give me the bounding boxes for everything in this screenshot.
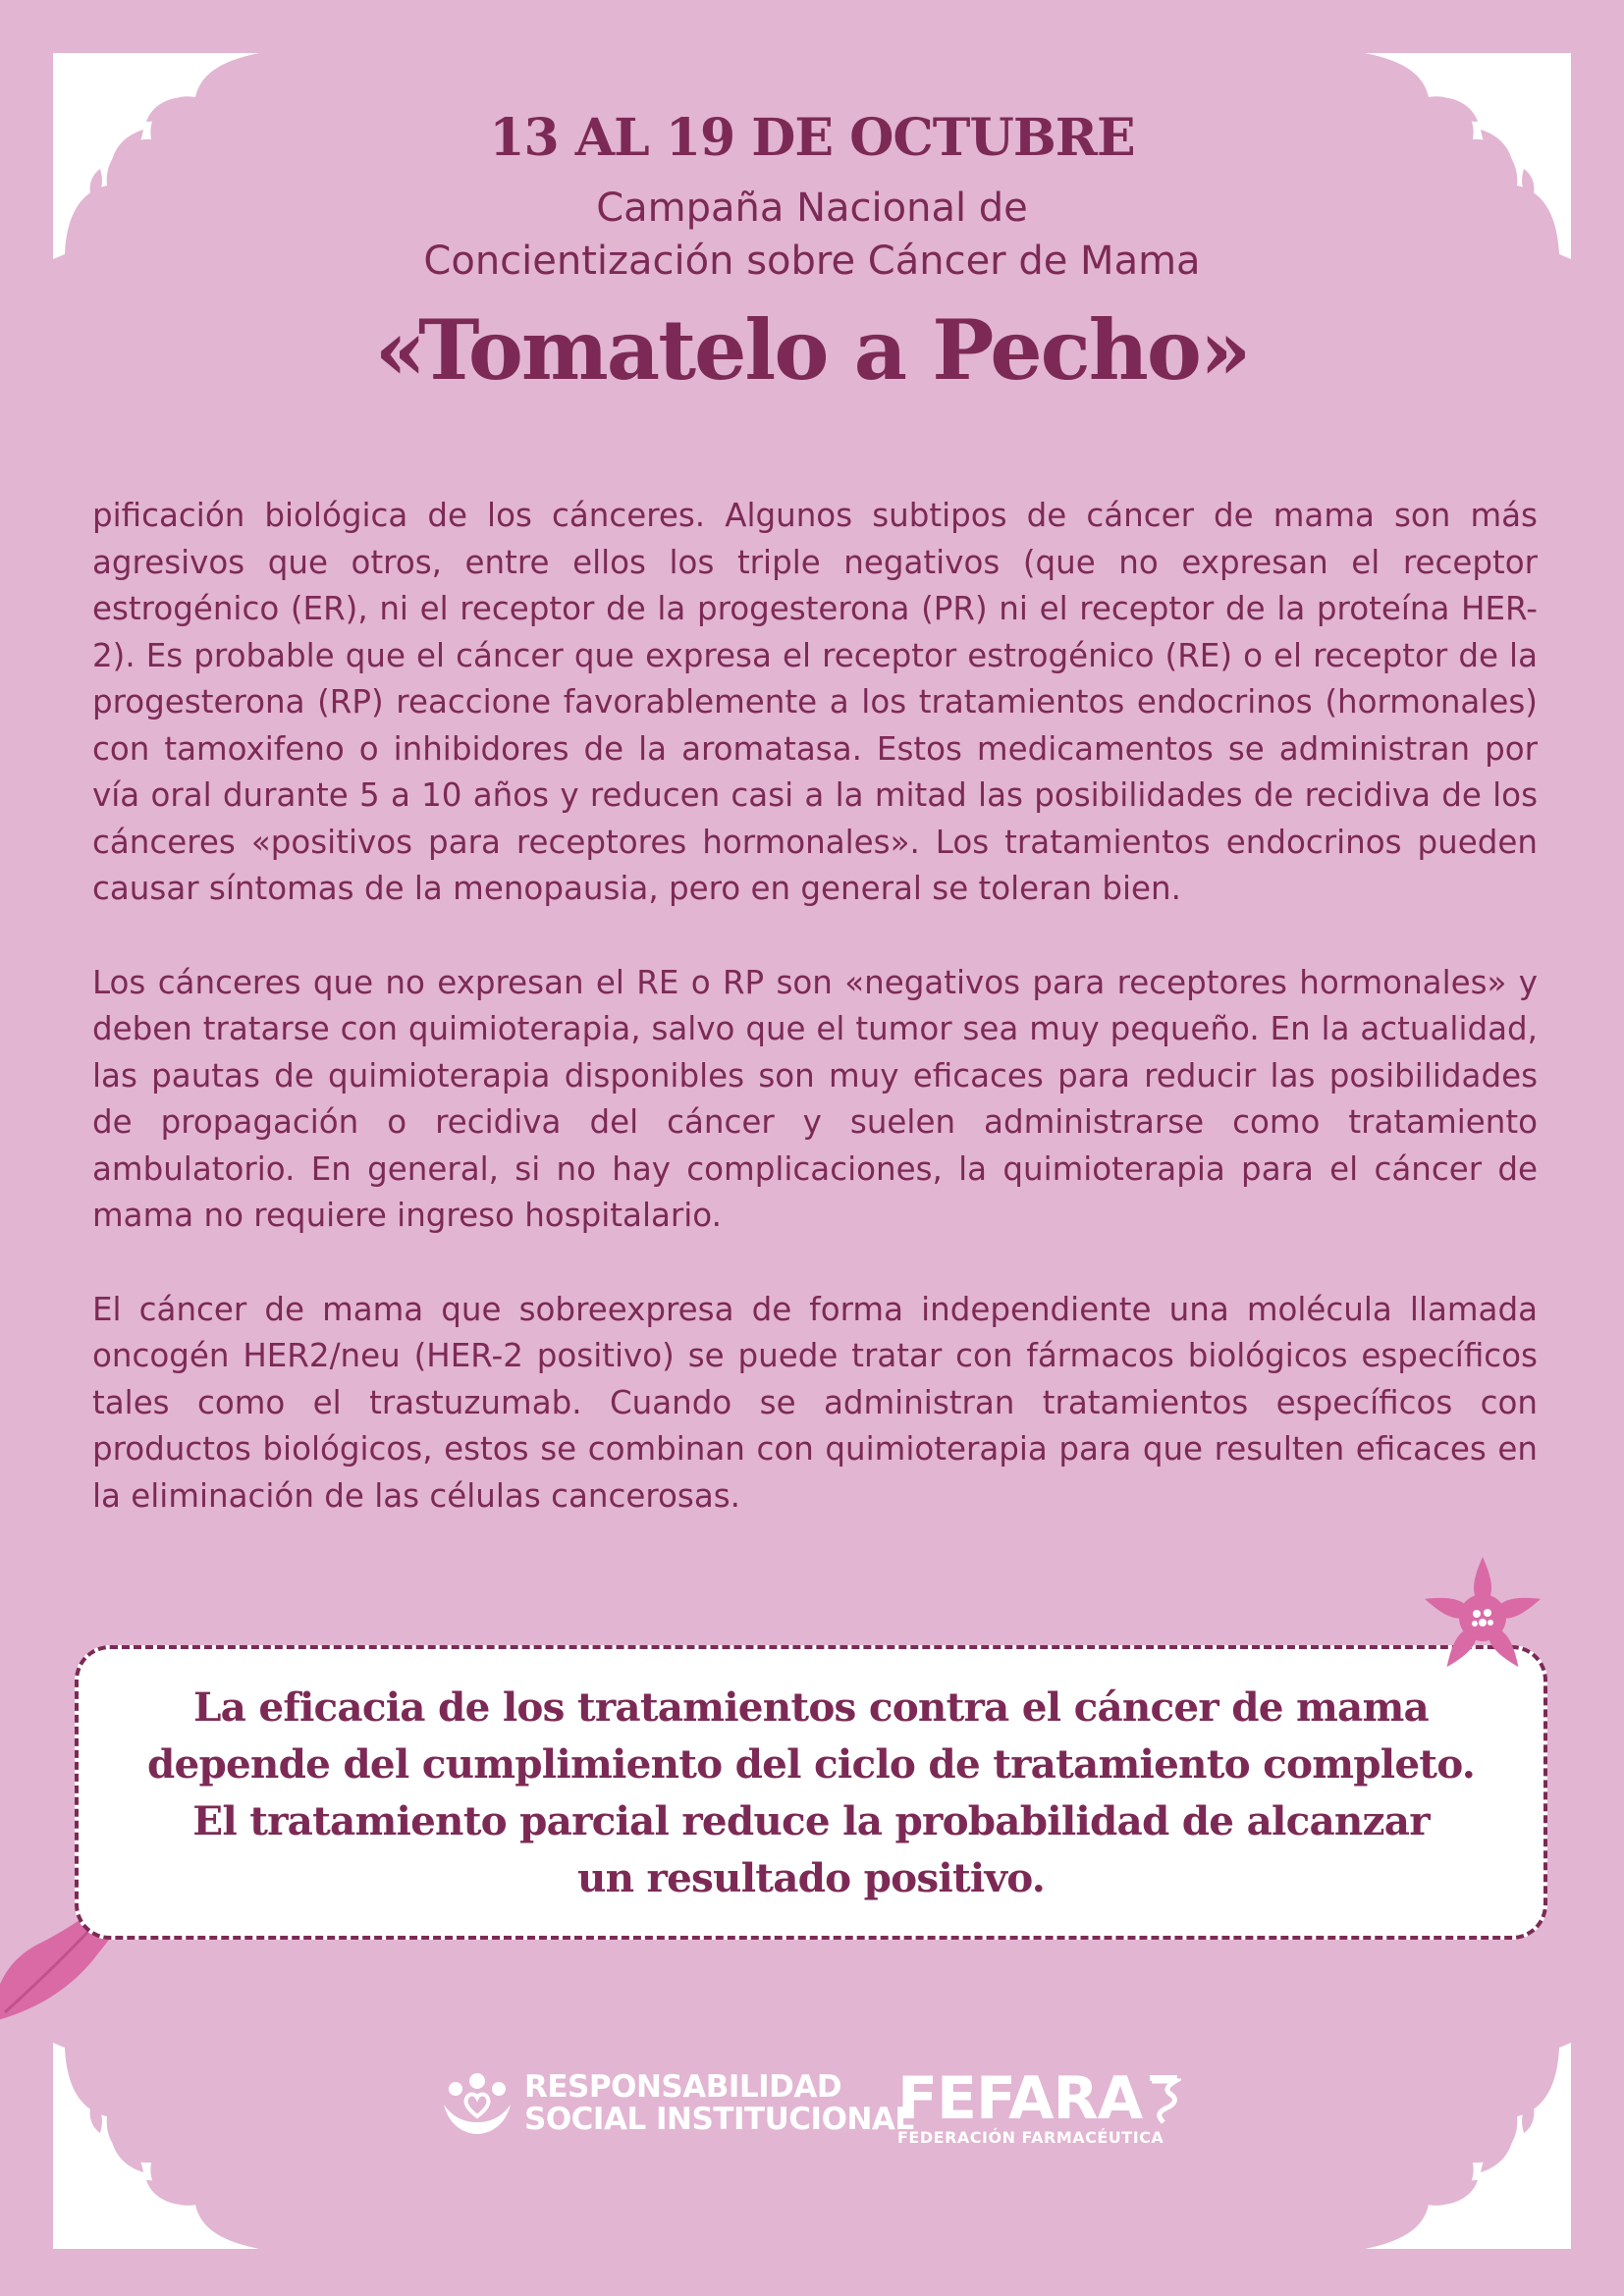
fefara-name: FEFARA <box>897 2064 1143 2133</box>
article-body <box>92 493 1538 1567</box>
fefara-logo <box>897 2064 1181 2147</box>
fefara-subtitle: FEDERACIÓN FARMACÉUTICA <box>897 2128 1164 2147</box>
rsi-line-1: RESPONSABILIDAD <box>524 2069 842 2105</box>
campaign-date: 13 AL 19 DE OCTUBRE <box>489 108 1135 168</box>
fefara-logo-text <box>897 2064 1181 2147</box>
subtitle-line-1: Campaña Nacional de <box>596 186 1028 231</box>
rsi-logo <box>440 2069 914 2138</box>
callout-text <box>147 1679 1475 1906</box>
campaign-subtitle <box>0 182 1624 288</box>
rsi-logo-text <box>524 2071 914 2136</box>
campaign-title: «Tomatelo a Pecho» <box>374 301 1250 399</box>
body-paragraph-1: pificación biológica de los cánceres. Algunos subtipos de cáncer de mama son más agresivos que otros, entre ellos los triple negativos (que no expresan el receptor estrogénico (ER), ni el receptor de la progesterona (PR) ni el receptor de la proteína HER-2). Es probable que el cáncer que expresa el receptor estrogénico (RE) o el receptor de la progesterona (RP) reaccione favorablemente a los tratamientos endocrinos (hormonales) con tamoxifeno o inhibidores de la aromatasa. Estos medicamentos se administran por vía oral durante 5 a 10 años y reducen casi a la mitad las posibilidades de recidiva de los cánceres «positivos para receptores hormonales». Los tratamientos endocrinos pueden causar síntomas de la menopausia, pero en general se toleran bien. <box>92 497 1538 907</box>
callout-line-3: El tratamiento parcial reduce la probabilidad de alcanzar <box>192 1797 1430 1844</box>
flower-icon <box>1414 1551 1551 1679</box>
callout-line-2: depende del cumplimiento del ciclo de tratamiento completo. <box>146 1740 1476 1788</box>
subtitle-line-2: Concientización sobre Cáncer de Mama <box>423 239 1201 284</box>
corner-ornament-icon <box>53 2043 259 2249</box>
corner-ornament-icon <box>1365 2043 1571 2249</box>
callout-line-4: un resultado positivo. <box>576 1854 1046 1901</box>
body-paragraph-3: El cáncer de mama que sobreexpresa de forma independiente una molécula llamada oncogén HER2/neu (HER-2 positivo) se puede tratar con fármacos biológicos específicos tales como el trastuzumab. Cuando se administran tratamientos específicos con productos biológicos, estos se combinan con quimioterapia para que resulten eficaces en la eliminación de las células cancerosas. <box>92 1290 1538 1515</box>
callout-box <box>75 1645 1547 1940</box>
callout-line-1: La eficacia de los tratamientos contra el cáncer de mama <box>192 1683 1429 1731</box>
rsi-logo-icon <box>440 2069 514 2138</box>
page-header <box>0 108 1624 399</box>
pharmacy-symbol-icon <box>1146 2073 1181 2124</box>
rsi-line-2: SOCIAL INSTITUCIONAL <box>524 2102 914 2137</box>
body-paragraph-2: Los cánceres que no expresan el RE o RP son «negativos para receptores hormonales» y deben tratarse con quimioterapia, salvo que el tumor sea muy pequeño. En la actualidad, las pautas de quimioterapia disponibles son muy eficaces para reducir las posibilidades de propagación o recidiva del cáncer y suelen administrarse como tratamiento ambulatorio. En general, si no hay complicaciones, la quimioterapia para el cáncer de mama no requiere ingreso hospitalario. <box>92 963 1538 1234</box>
